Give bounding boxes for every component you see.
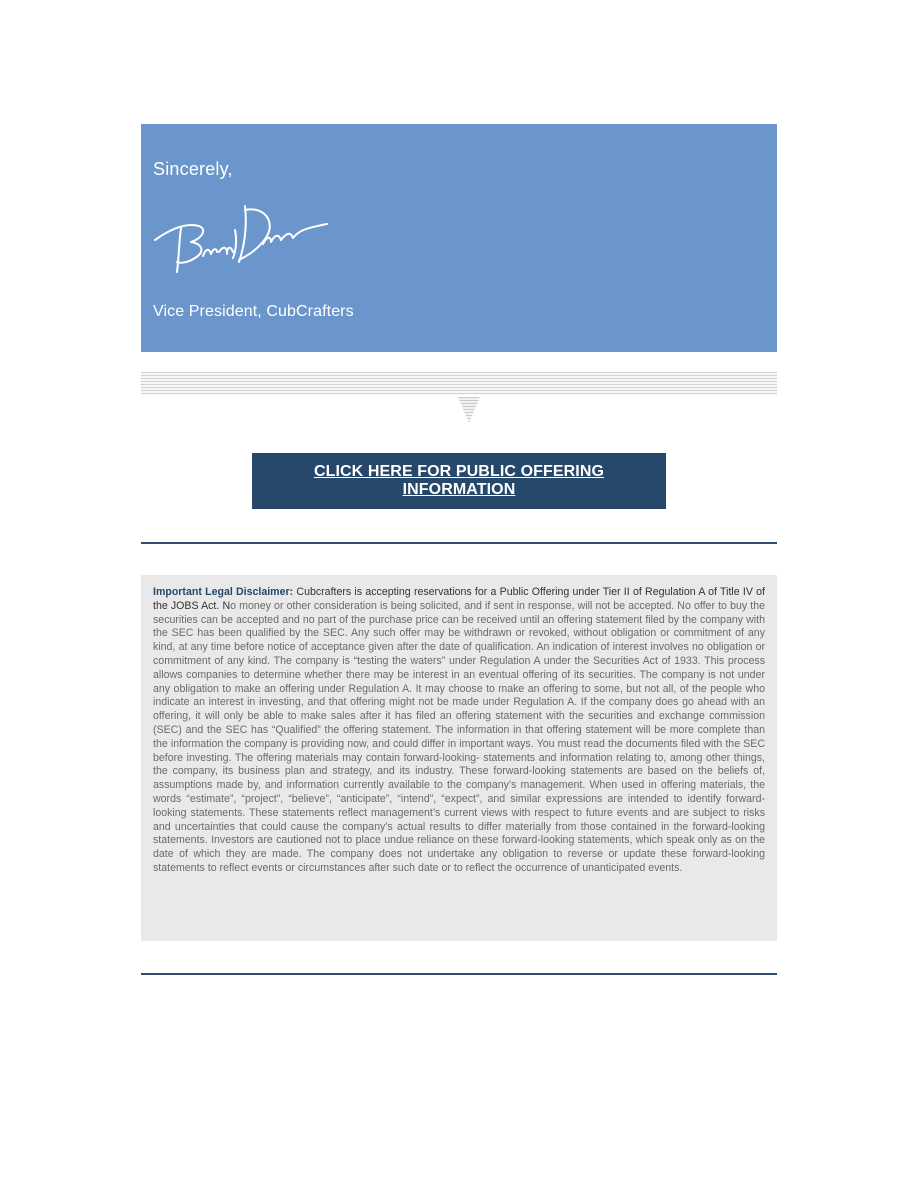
disclaimer-lead: Cubcrafters is accepting reservations for a Public Offering under Tier II of Regulation A of Title IV of the JOBS Act. N: [153, 586, 765, 612]
disclaimer-label: Important Legal Disclaimer:: [153, 586, 294, 598]
divider-stripes: [141, 372, 777, 395]
divider-line-bottom: [141, 973, 777, 975]
disclaimer-body: o money or other consideration is being solicited, and if sent in response, will not be accepted. No offer to buy the securities can be accepted and no part of the purchase price can be received until an offering statement filed by the company with the SEC has been qualified by the SEC. Any such offer may be withdrawn or revoked, without obligation or commitment of any kind, at any time before notice of acceptance given after the date of qualification. An indication of interest involves no obligation or commitment of any kind. The company is “testing the waters” under Regulation A under the Securities Act of 1933. This process allows companies to determine whether there may be interest in an eventual offering of its securities. The company is not under any obligation to make an offering under Regulation A. It may choose to make an offering to some, but not all, of the people who indicate an interest in investing, and that offering might not be made under Regulation A. If the company does go ahead with an offering, it will only be able to make sales after it has filed an offering statement with the securities and exchange commission (SEC) and the SEC has “Qualified” the offering statement. The information in that offering statement will be more complete than the information the company is providing now, and could differ in important ways. You must read the documents filed with the SEC before investing. The offering materials may contain forward-looking- statements and information relating to, among other things, the company, its business plan and strategy, and its industry. These forward-looking statements are based on the beliefs of, assumptions made by, and information currently available to the company’s management. When used in offering materials, the words “estimate”, “project”, “believe”, “anticipate”, “intend”, “expect”, and similar expressions are intended to identify forward-looking statements. These statements reflect management’s current views with respect to future events and are subject to risks and uncertainties that could cause the company’s actual results to differ materially from those contained in the forward-looking statements. Investors are cautioned not to place undue reliance on these forward-looking statements, which speak only as on the date of which they are made. The company does not undertake any obligation to reverse or update these forward-looking statements to reflect events or circumstances after such date or to reflect the occurrence of unanticipated events.: [153, 599, 766, 874]
down-arrow-icon: [458, 397, 480, 423]
signature-panel: [141, 124, 777, 352]
handwritten-signature: [151, 200, 331, 280]
public-offering-info-button[interactable]: CLICK HERE FOR PUBLIC OFFERING INFORMATION: [252, 453, 666, 509]
legal-disclaimer-box: [141, 575, 777, 941]
signer-title: Vice President, CubCrafters: [153, 303, 354, 320]
legal-disclaimer: [153, 586, 765, 876]
closing-salutation: Sincerely,: [153, 159, 233, 179]
divider-line-top: [141, 542, 777, 544]
